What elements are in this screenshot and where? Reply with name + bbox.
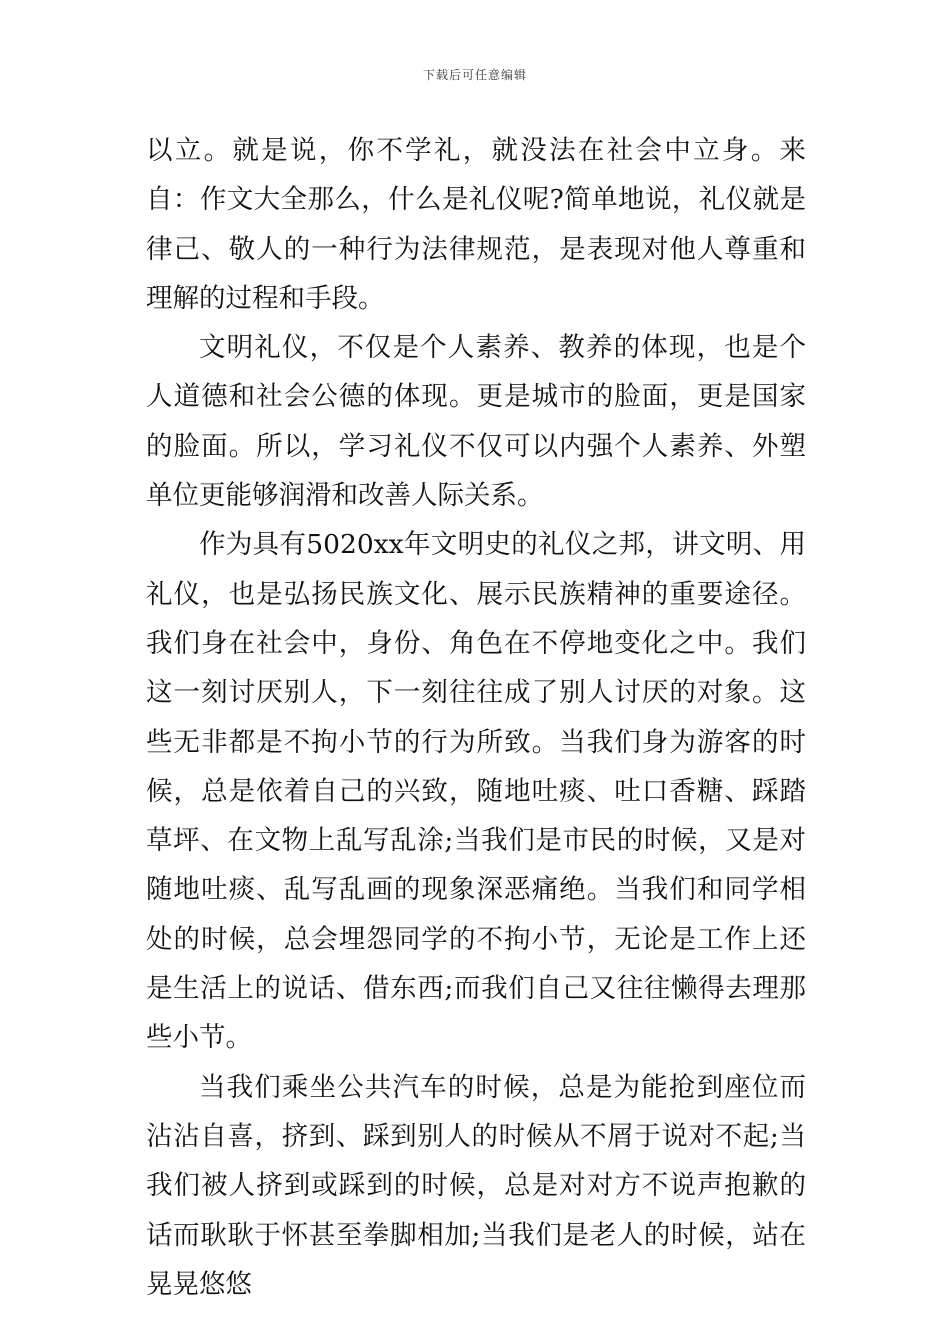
paragraph-3: 作为具有5020xx年文明史的礼仪之邦，讲文明、用礼仪，也是弘扬民族文化、展示民族精神的重要途径。我们身在社会中，身份、角色在不停地变化之中。我们这一刻讨厌别人，下一刻往往成了别人讨厌的对象。这些无非都是不拘小节的行为所致。当我们身为游客的时候，总是依着自己的兴致，随地吐痰、吐口香糖、踩踏草坪、在文物上乱写乱涂;当我们是市民的时候，又是对随地吐痰、乱写乱画的现象深恶痛绝。当我们和同学相处的时候，总会埋怨同学的不拘小节，无论是工作上还是生活上的说话、借东西;而我们自己又往往懒得去理那些小节。 xyxy=(146,529,806,1054)
paragraph-4: 当我们乘坐公共汽车的时候，总是为能抢到座位而沾沾自喜，挤到、踩到别人的时候从不屑于说对不起;当我们被人挤到或踩到的时候，总是对对方不说声抱歉的话而耿耿于怀甚至拳脚相加;当我们是老人的时候，站在晃晃悠悠 xyxy=(146,1071,806,1300)
paragraph-1: 以立。就是说，你不学礼，就没法在社会中立身。来自：作文大全那么，什么是礼仪呢?简单地说，礼仪就是律己、敬人的一种行为法律规范，是表现对他人尊重和理解的过程和手段。 xyxy=(146,135,806,314)
document-body xyxy=(146,126,806,1309)
page-header: 下载后可任意编辑 xyxy=(422,68,527,82)
paragraph-2: 文明礼仪，不仅是个人素养、教养的体现，也是个人道德和社会公德的体现。更是城市的脸面，更是国家的脸面。所以，学习礼仪不仅可以内强个人素养、外塑单位更能够润滑和改善人际关系。 xyxy=(146,332,806,512)
